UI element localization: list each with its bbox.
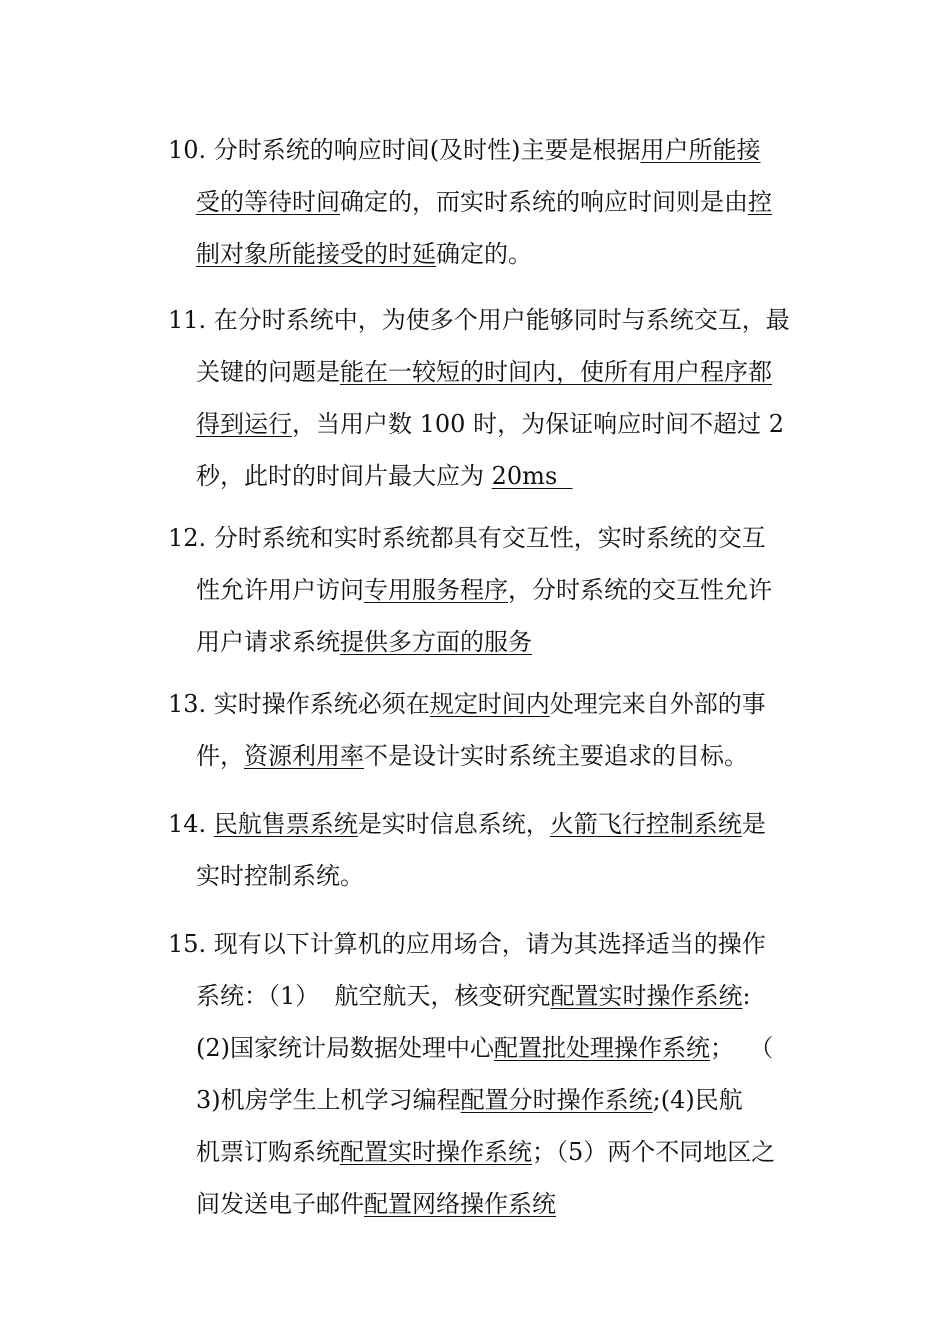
- underlined-answer: 控: [748, 188, 772, 216]
- text: 现有以下计算机的应用场合，请为其选择适当的操作: [206, 930, 766, 958]
- text: 3)机房学生上机学习编程: [196, 1086, 461, 1114]
- text: 性允许用户访问: [196, 576, 364, 604]
- text: 是: [741, 810, 766, 838]
- text: ；（5）两个不同地区之: [532, 1138, 776, 1166]
- question-15-line-2: [168, 970, 828, 1022]
- text: 确定的。: [436, 240, 532, 268]
- text: [206, 810, 214, 838]
- text: 件，: [196, 742, 244, 770]
- underlined-answer: 火箭飞行控制系统: [549, 810, 742, 838]
- question-number: 11.: [168, 306, 207, 334]
- underlined-answer: 20ms: [491, 462, 573, 490]
- text: 机票订购系统: [196, 1138, 340, 1166]
- question-11-line-2: [168, 346, 828, 398]
- question-15-line-1: [168, 918, 828, 970]
- question-13: [168, 678, 828, 782]
- underlined-answer: 得到运行: [196, 410, 292, 438]
- question-number: 15.: [168, 930, 207, 958]
- question-number: 14.: [168, 810, 207, 838]
- question-number: 12.: [168, 524, 207, 552]
- question-12-line-2: [168, 564, 828, 616]
- text: 是实时信息系统，: [357, 810, 550, 838]
- underlined-answer: 资源利用率: [244, 742, 364, 770]
- underlined-answer: 能在一较短的时间内，使所有用户程序都: [340, 358, 772, 386]
- question-10: [168, 124, 828, 280]
- question-14: [168, 798, 828, 902]
- question-12: [168, 512, 828, 668]
- underlined-answer: 配置实时操作系统: [550, 982, 743, 1010]
- underlined-answer: 规定时间内: [429, 690, 550, 718]
- text: 确定的，而实时系统的响应时间则是由: [340, 188, 748, 216]
- text: 在分时系统中，为使多个用户能够同时与系统交互，最: [206, 306, 790, 334]
- underlined-answer: 专用服务程序: [364, 576, 508, 604]
- question-15-line-3: [168, 1022, 828, 1074]
- underlined-answer: 配置分时操作系统: [460, 1086, 653, 1114]
- text: ； （: [710, 1034, 774, 1062]
- text: 不是设计实时系统主要追求的目标。: [364, 742, 748, 770]
- text: 用户请求系统: [196, 628, 340, 656]
- question-15-line-5: [168, 1126, 828, 1178]
- question-11: [168, 294, 828, 502]
- question-11-line-3: [168, 398, 828, 450]
- text: 关键的问题是: [196, 358, 340, 386]
- text: ，当用户数 100 时，为保证响应时间不超过 2: [292, 410, 784, 438]
- text: 实时控制系统。: [196, 862, 364, 890]
- text: :: [742, 982, 751, 1010]
- question-number: 13.: [168, 690, 207, 718]
- text: (2)国家统计局数据处理中心: [196, 1034, 494, 1062]
- question-11-line-4: [168, 450, 828, 502]
- underlined-answer: 配置批处理操作系统: [494, 1034, 710, 1062]
- underlined-answer: 配置网络操作系统: [364, 1190, 556, 1218]
- question-14-line-2: [168, 850, 828, 902]
- question-10-line-1: [168, 124, 828, 176]
- question-15: [168, 918, 828, 1230]
- question-10-line-3: [168, 228, 828, 280]
- question-15-line-4: [168, 1074, 828, 1126]
- question-12-line-1: [168, 512, 828, 564]
- underlined-answer: 受的等待时间: [196, 188, 340, 216]
- underlined-answer: 提供多方面的服务: [340, 628, 532, 656]
- question-13-line-2: [168, 730, 828, 782]
- question-15-line-6: [168, 1178, 828, 1230]
- question-11-line-1: [168, 294, 828, 346]
- text: ，分时系统的交互性允许: [508, 576, 772, 604]
- text: 分时系统和实时系统都具有交互性，实时系统的交互: [206, 524, 766, 552]
- text: 秒，此时的时间片最大应为: [196, 462, 492, 490]
- question-number: 10.: [168, 136, 207, 164]
- text: 系统：（1） 航空航天，核变研究: [196, 982, 551, 1010]
- question-14-line-1: [168, 798, 828, 850]
- underlined-answer: 制对象所能接受的时延: [196, 240, 436, 268]
- text: ;(4)民航: [652, 1086, 743, 1114]
- question-12-line-3: [168, 616, 828, 668]
- underlined-answer: 民航售票系统: [213, 810, 358, 838]
- question-10-line-2: [168, 176, 828, 228]
- underlined-answer: 用户所能接: [640, 136, 761, 164]
- underlined-answer: 配置实时操作系统: [340, 1138, 532, 1166]
- text: 处理完来自外部的事: [549, 690, 766, 718]
- text: 实时操作系统必须在: [206, 690, 430, 718]
- question-13-line-1: [168, 678, 828, 730]
- text: 间发送电子邮件: [196, 1190, 364, 1218]
- text: 分时系统的响应时间(及时性)主要是根据: [206, 136, 641, 164]
